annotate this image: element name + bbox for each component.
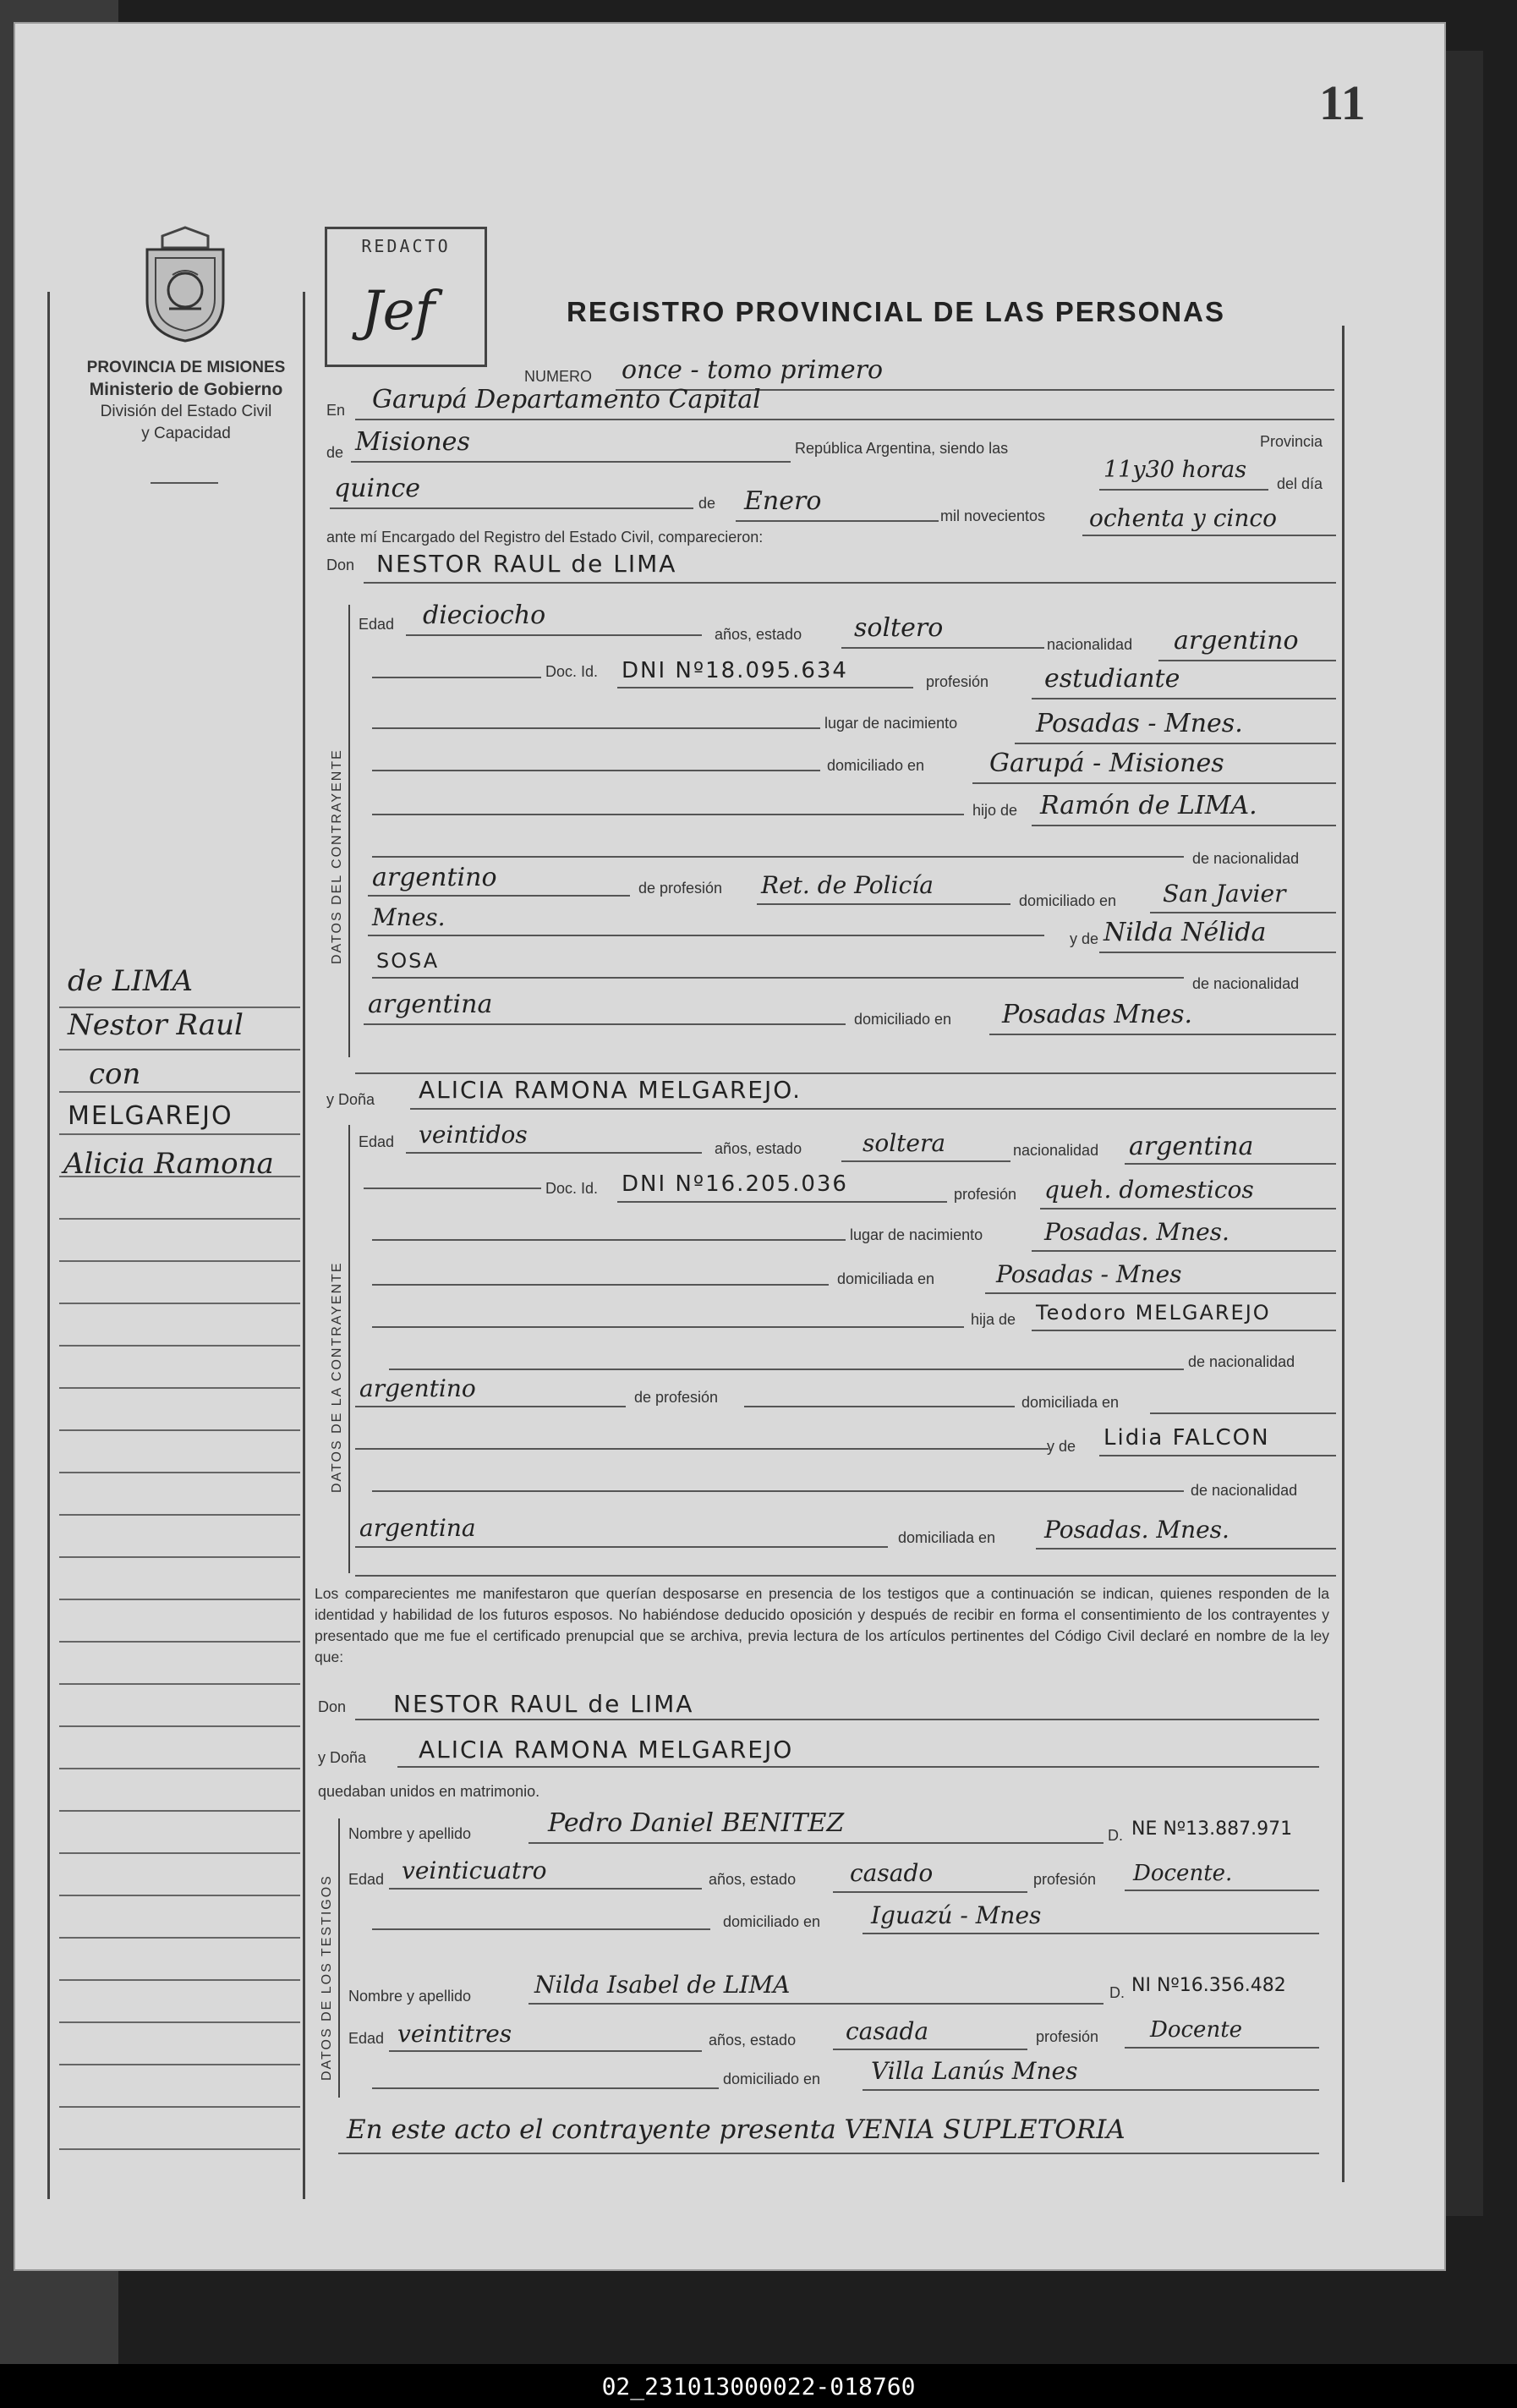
field-t2-doc: NI Nº16.356.482 bbox=[1131, 1975, 1286, 1996]
margin-rule-line bbox=[59, 2021, 300, 2023]
margin-rule-line bbox=[59, 1472, 300, 1473]
label-d-2: D. bbox=[1109, 1984, 1125, 2001]
label-don: Don bbox=[326, 557, 355, 573]
label-lugar-nac: lugar de nacimiento bbox=[824, 715, 958, 732]
field-c-edad: dieciocho bbox=[423, 601, 546, 630]
margin-rule-line bbox=[59, 1387, 300, 1389]
field-c-padre-dom2: Mnes. bbox=[372, 903, 446, 931]
label-nacionalidad-2: nacionalidad bbox=[1013, 1142, 1099, 1159]
margin-rule-line bbox=[59, 1895, 300, 1896]
label-profesion-2: profesión bbox=[954, 1186, 1017, 1203]
field-t2-domicilio: Villa Lanús Mnes bbox=[871, 2057, 1078, 2085]
margin-rule-line bbox=[59, 1091, 300, 1093]
label-de-profesion: de profesión bbox=[638, 880, 723, 897]
field-contrayente: NESTOR RAUL de LIMA bbox=[376, 550, 677, 578]
declaration-paragraph: Los comparecientes me manifestaron que querían desposarse en presencia de los testigos que a continuación se indican, quienes responden de la identidad y habilidad de los futuros esposos. No habiéndose deducido oposición y después de recibir en forma el consentimiento de los contrayentes y presentado que me fue el certificado prenupcial que se archiva, previa lectura de los artículos pertinentes del Código Civil declaré en nombre de la ley que: bbox=[315, 1585, 1329, 1665]
label-anos-estado-3: años, estado bbox=[709, 1871, 797, 1888]
margin-rule-line bbox=[59, 1937, 300, 1939]
field-t1-nombre: Pedro Daniel BENITEZ bbox=[548, 1808, 845, 1838]
label-edad: Edad bbox=[359, 616, 395, 633]
label-nombre-apellido-2: Nombre y apellido bbox=[348, 1988, 472, 2005]
field-c-madre: Nilda Nélida bbox=[1104, 918, 1267, 947]
label-datos-testigos: DATOS DE LOS TESTIGOS bbox=[320, 1874, 334, 2081]
bride-block-line bbox=[348, 1125, 350, 1573]
field-a-edad: veintidos bbox=[419, 1121, 528, 1149]
field-t1-estado: casado bbox=[850, 1859, 934, 1887]
field-contrayenta: ALICIA RAMONA MELGAREJO. bbox=[419, 1076, 802, 1104]
field-a-estado: soltera bbox=[863, 1129, 946, 1157]
field-c-domicilio: Garupá - Misiones bbox=[989, 749, 1224, 778]
label-datos-contrayente: DATOS DEL CONTRAYENTE bbox=[330, 749, 344, 964]
field-c-padre: Ramón de LIMA. bbox=[1040, 791, 1257, 820]
label-ante: ante mí Encargado del Registro del Estado Civil, comparecieron: bbox=[326, 529, 764, 546]
label-de-profesion-2: de profesión bbox=[634, 1389, 719, 1406]
field-provincia: Misiones bbox=[355, 427, 470, 457]
field-hora: 11y30 horas bbox=[1104, 457, 1247, 483]
margin-rule-line bbox=[59, 1429, 300, 1431]
label-domiciliado-en-2: domiciliado en bbox=[1019, 892, 1117, 909]
margin-note-line4: MELGAREJO bbox=[68, 1101, 233, 1131]
left-frame-line bbox=[47, 292, 50, 2199]
field-c-madre2: SOSA bbox=[376, 949, 440, 973]
margin-rule-line bbox=[59, 1725, 300, 1727]
margin-rule-line bbox=[59, 1768, 300, 1769]
field-lugar: Garupá Departamento Capital bbox=[372, 385, 761, 414]
label-de-nacionalidad-4: de nacionalidad bbox=[1191, 1482, 1298, 1499]
label-domiciliada-en-2: domiciliada en bbox=[1021, 1394, 1120, 1411]
label-domiciliada-en: domiciliada en bbox=[837, 1270, 935, 1287]
margin-rule-line bbox=[59, 2148, 300, 2150]
groom-block-line bbox=[348, 605, 350, 1057]
label-edad-3: Edad bbox=[348, 1871, 385, 1888]
field-c-lugar-nac: Posadas - Mnes. bbox=[1036, 709, 1243, 738]
document-title: REGISTRO PROVINCIAL DE LAS PERSONAS bbox=[567, 296, 1225, 327]
label-en: En bbox=[326, 402, 346, 419]
divider bbox=[151, 482, 218, 484]
field-a-madre-nac: argentina bbox=[359, 1514, 476, 1542]
office-header bbox=[34, 357, 338, 445]
field-c-padre-nac: argentino bbox=[372, 863, 497, 892]
field-c-madre-dom: Posadas Mnes. bbox=[1002, 1000, 1193, 1029]
label-y-dona: y Doña bbox=[326, 1091, 375, 1108]
label-domiciliada-en-3: domiciliada en bbox=[898, 1529, 996, 1546]
field-t1-doc: NE Nº13.887.971 bbox=[1131, 1818, 1293, 1840]
field-t2-estado: casada bbox=[846, 2017, 929, 2045]
label-provincia: Provincia bbox=[1260, 433, 1323, 450]
label-edad-4: Edad bbox=[348, 2030, 385, 2047]
margin-note-line2: Nestor Raul bbox=[68, 1008, 244, 1042]
field-c-doc: DNI Nº18.095.634 bbox=[622, 658, 848, 683]
field-dia: quince bbox=[334, 474, 420, 503]
label-edad-2: Edad bbox=[359, 1133, 395, 1150]
margin-rule-line bbox=[59, 1049, 300, 1050]
margin-rule-line bbox=[59, 1303, 300, 1304]
field-a-padre: Teodoro MELGAREJO bbox=[1036, 1301, 1271, 1325]
label-del-dia: del día bbox=[1277, 475, 1323, 492]
field-nota: En este acto el contrayente presenta VENIA SUPLETORIA bbox=[347, 2115, 1125, 2145]
label-nacionalidad: nacionalidad bbox=[1047, 636, 1133, 653]
label-profesion-4: profesión bbox=[1036, 2028, 1099, 2045]
office-province: PROVINCIA DE MISIONES bbox=[86, 359, 286, 376]
label-profesion-3: profesión bbox=[1033, 1871, 1097, 1888]
right-frame-line bbox=[1342, 326, 1344, 2182]
label-numero: NUMERO bbox=[524, 368, 592, 385]
label-nombre-apellido: Nombre y apellido bbox=[348, 1825, 472, 1842]
field-c-padre-dom: San Javier bbox=[1163, 880, 1286, 908]
margin-rule-line bbox=[59, 1218, 300, 1220]
field-mes: Enero bbox=[744, 486, 822, 516]
label-de-nacionalidad-3: de nacionalidad bbox=[1188, 1353, 1295, 1370]
margin-rule-line bbox=[59, 1599, 300, 1600]
margin-rule-line bbox=[59, 1514, 300, 1516]
margin-rule-line bbox=[59, 1683, 300, 1685]
margin-note-line1: de LIMA bbox=[68, 964, 194, 998]
field-anio: ochenta y cinco bbox=[1089, 504, 1277, 532]
margin-rule-line bbox=[59, 1133, 300, 1135]
label-doc: Doc. Id. bbox=[545, 663, 599, 680]
margin-frame-line bbox=[303, 292, 305, 2199]
field-a-padre-nac: argentino bbox=[359, 1374, 476, 1402]
field-a-nacionalidad: argentina bbox=[1129, 1132, 1254, 1161]
office-division: División del Estado Civil bbox=[100, 403, 272, 420]
field-c-profesion: estudiante bbox=[1044, 664, 1180, 694]
margin-rule-line bbox=[59, 1641, 300, 1643]
field-numero: once - tomo primero bbox=[622, 355, 884, 385]
label-anos-estado-4: años, estado bbox=[709, 2032, 797, 2049]
label-quedaban: quedaban unidos en matrimonio. bbox=[318, 1783, 540, 1800]
field-t2-nombre: Nilda Isabel de LIMA bbox=[534, 1971, 791, 1999]
label-hijo-de: hijo de bbox=[972, 802, 1018, 819]
field-t2-profesion: Docente bbox=[1150, 2017, 1243, 2043]
label-datos-contrayenta: DATOS DE LA CONTRAYENTE bbox=[330, 1261, 344, 1493]
label-hija-de: hija de bbox=[971, 1311, 1016, 1328]
field-a-lugar-nac: Posadas. Mnes. bbox=[1044, 1218, 1229, 1246]
label-anos-estado-2: años, estado bbox=[715, 1140, 802, 1157]
label-de-nacionalidad: de nacionalidad bbox=[1192, 850, 1300, 867]
page-edges bbox=[1444, 51, 1483, 2216]
office-ministry: Ministerio de Gobierno bbox=[89, 380, 283, 399]
field-dona-final: ALICIA RAMONA MELGAREJO bbox=[419, 1736, 794, 1763]
label-anos-estado: años, estado bbox=[715, 626, 802, 643]
margin-rule-line bbox=[59, 1852, 300, 1854]
margin-note-line3: con bbox=[89, 1057, 141, 1091]
field-c-madre-nac: argentina bbox=[368, 990, 493, 1019]
margin-rule-line bbox=[59, 1345, 300, 1347]
label-doc-2: Doc. Id. bbox=[545, 1180, 599, 1197]
image-id-footer bbox=[0, 2364, 1517, 2408]
field-a-profesion: queh. domesticos bbox=[1044, 1176, 1254, 1204]
margin-rule-line bbox=[59, 1979, 300, 1981]
label-domiciliado-en: domiciliado en bbox=[827, 757, 925, 774]
label-republica: República Argentina, siendo las bbox=[795, 440, 1009, 457]
image-id-text: 02_231013000022-018760 bbox=[601, 2372, 916, 2400]
witness-block-line bbox=[338, 1818, 340, 2098]
label-y-dona-2: y Doña bbox=[318, 1749, 367, 1766]
label-lugar-nac-2: lugar de nacimiento bbox=[850, 1226, 983, 1243]
label-profesion: profesión bbox=[926, 673, 989, 690]
field-a-doc: DNI Nº16.205.036 bbox=[622, 1171, 848, 1197]
label-d: D. bbox=[1108, 1827, 1123, 1844]
margin-rule-line bbox=[59, 2106, 300, 2108]
label-de-nacionalidad-2: de nacionalidad bbox=[1192, 975, 1300, 992]
margin-rule-line bbox=[59, 1810, 300, 1812]
field-a-madre: Lidia FALCON bbox=[1104, 1425, 1270, 1451]
page-number: 11 bbox=[1319, 75, 1366, 130]
label-don-2: Don bbox=[318, 1698, 347, 1715]
provincial-seal-icon bbox=[135, 224, 235, 344]
field-c-padre-prof: Ret. de Policía bbox=[761, 871, 934, 899]
label-y-de-2: y de bbox=[1047, 1438, 1076, 1455]
redacto-box bbox=[325, 227, 487, 367]
label-domiciliado-en-5: domiciliado en bbox=[723, 2071, 821, 2087]
margin-rule-line bbox=[59, 2064, 300, 2065]
field-c-estado: soltero bbox=[854, 613, 944, 643]
field-t2-edad: veintitres bbox=[397, 2020, 512, 2048]
label-mil: mil novecientos bbox=[940, 507, 1046, 524]
field-t1-edad: veinticuatro bbox=[402, 1857, 547, 1884]
field-don-final: NESTOR RAUL de LIMA bbox=[393, 1690, 694, 1718]
field-c-nacionalidad: argentino bbox=[1174, 626, 1299, 655]
label-de: de bbox=[326, 444, 344, 461]
redacto-label: REDACTO bbox=[361, 236, 451, 256]
office-division-2: y Capacidad bbox=[141, 425, 231, 442]
label-y-de: y de bbox=[1070, 930, 1099, 947]
label-de-mes: de bbox=[698, 495, 716, 512]
margin-note-line5: Alicia Ramona bbox=[63, 1147, 274, 1181]
field-t1-profesion: Docente. bbox=[1133, 1861, 1233, 1886]
redacto-initials: Jef bbox=[361, 280, 435, 343]
label-domiciliado-en-3: domiciliado en bbox=[854, 1011, 952, 1028]
margin-rule-line bbox=[59, 1260, 300, 1262]
field-a-madre-dom: Posadas. Mnes. bbox=[1044, 1516, 1229, 1544]
field-a-domicilio: Posadas - Mnes bbox=[996, 1260, 1182, 1288]
label-domiciliado-en-4: domiciliado en bbox=[723, 1913, 821, 1930]
field-t1-domicilio: Iguazú - Mnes bbox=[871, 1901, 1042, 1929]
margin-rule-line bbox=[59, 1556, 300, 1558]
